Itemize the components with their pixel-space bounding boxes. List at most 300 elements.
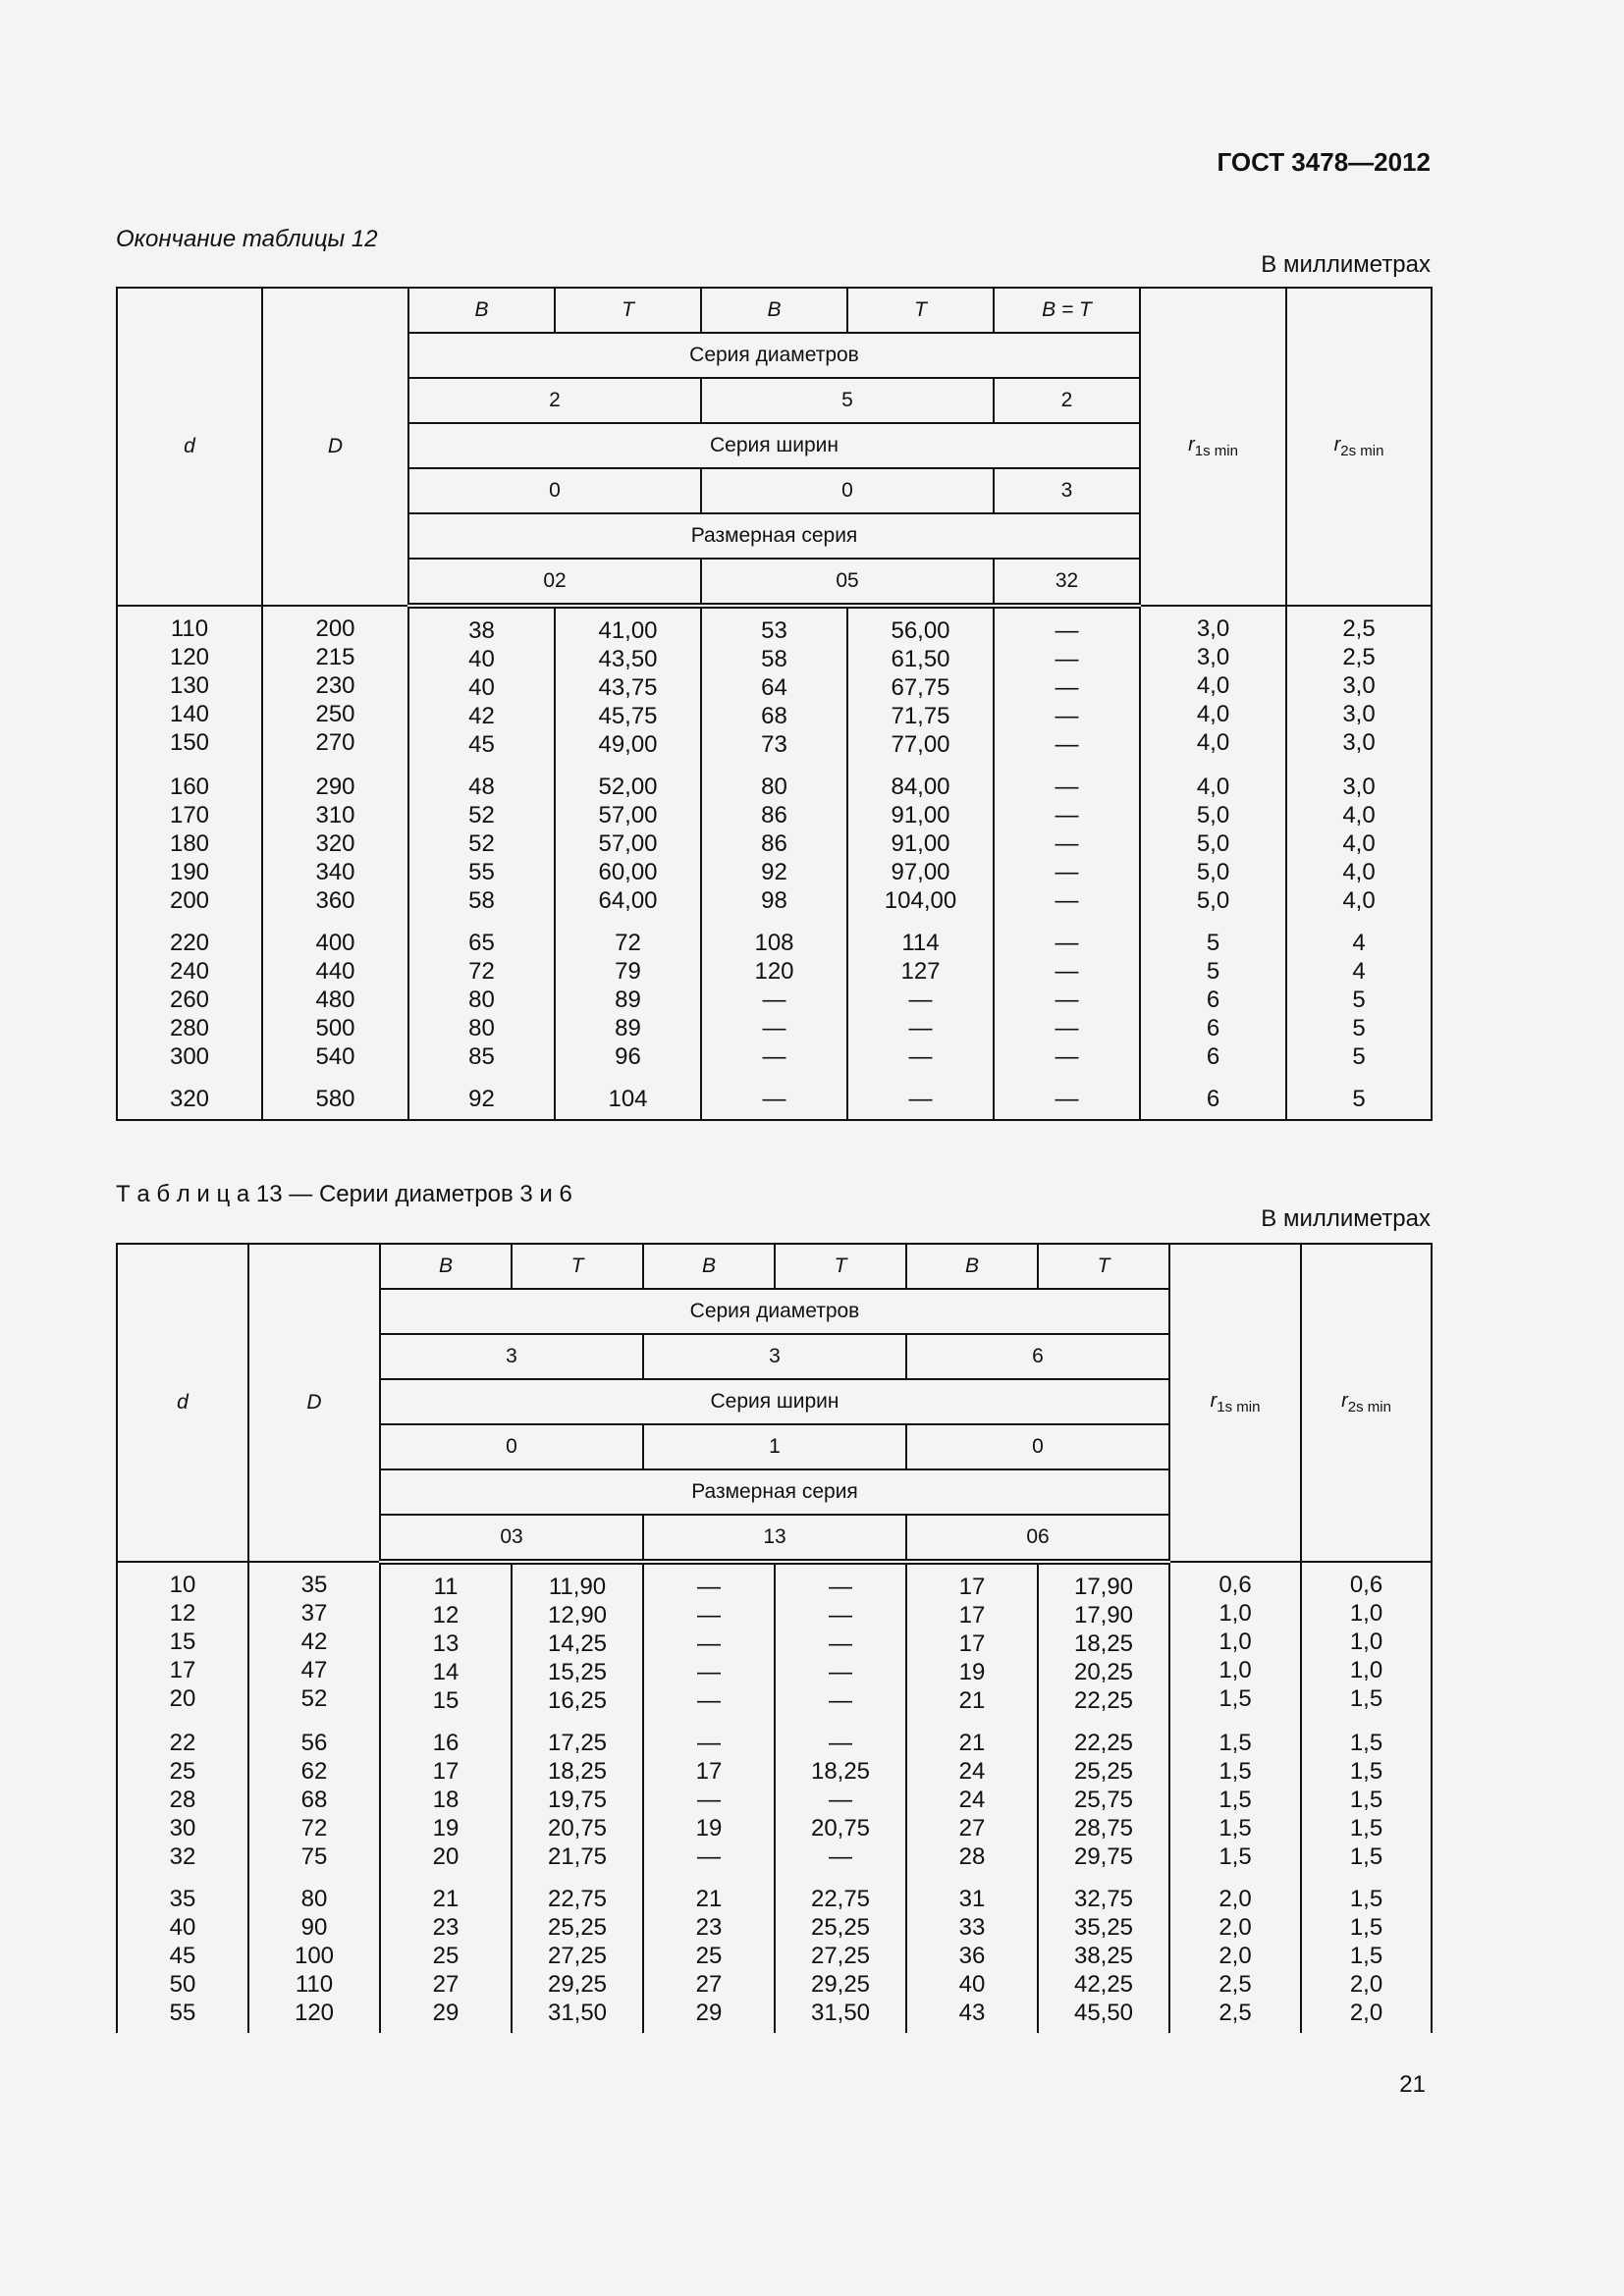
cell-value: 10: [169, 1572, 196, 1598]
col-B13-header: B: [643, 1244, 775, 1289]
cell-value: —: [908, 1015, 933, 1041]
cell-value: 1,5: [1218, 1787, 1252, 1813]
col-r2-header: $r_{2s min}$: [1301, 1244, 1432, 1562]
cell-value: —: [908, 1043, 933, 1070]
table-row: [117, 765, 1432, 921]
cell-value: 6: [1206, 987, 1220, 1013]
cell-value: 22: [169, 1730, 196, 1756]
cell-value: 1,5: [1218, 1815, 1252, 1842]
cell-value: 12,90: [547, 1602, 608, 1629]
cell-value: 200: [315, 615, 355, 642]
table-row: [117, 921, 1432, 1077]
cell-T13: [775, 1562, 906, 1721]
cell-value: 24: [958, 1758, 986, 1785]
cell-value: 2,5: [1218, 1971, 1252, 1998]
cell-value: —: [908, 987, 933, 1013]
cell-value: 89: [615, 1015, 641, 1041]
cell-value: 50: [169, 1971, 196, 1998]
cell-value: 5: [1352, 1015, 1366, 1041]
cell-value: 17,90: [1073, 1602, 1134, 1629]
cell-value: —: [829, 1602, 852, 1629]
cell-value: 27: [695, 1971, 723, 1998]
cell-value: 2,5: [1218, 2000, 1252, 2026]
col-BT32-header: B = T: [994, 288, 1140, 333]
col-B03-header: B: [380, 1244, 512, 1289]
cell-B02: [408, 921, 555, 1077]
cell-value: 25,75: [1073, 1787, 1134, 1813]
cell-value: 190: [169, 859, 210, 885]
cell-r1: [1140, 606, 1286, 765]
col-D-header: D: [248, 1244, 380, 1562]
col-B06-header: B: [906, 1244, 1038, 1289]
cell-value: —: [1055, 1043, 1079, 1070]
cell-value: 31,50: [810, 2000, 871, 2026]
diameter-series-label: Серия диаметров: [380, 1289, 1169, 1334]
dimension-series-value: 06: [906, 1515, 1169, 1562]
cell-value: 2,0: [1349, 1971, 1383, 1998]
cell-value: 72: [468, 958, 495, 985]
cell-value: 11: [433, 1574, 459, 1600]
cell-T13: [775, 1877, 906, 2033]
row-group: [117, 921, 1432, 1077]
cell-value: 25,25: [1073, 1758, 1134, 1785]
cell-value: 127: [900, 958, 941, 985]
cell-value: 1,0: [1349, 1657, 1383, 1683]
cell-value: 23: [432, 1914, 460, 1941]
cell-T06: [1038, 1721, 1169, 1877]
cell-value: 20,75: [810, 1815, 871, 1842]
width-series-value: 0: [408, 468, 701, 513]
cell-B03: [380, 1877, 512, 2033]
cell-value: 52: [300, 1685, 328, 1712]
cell-value: —: [829, 1659, 852, 1685]
cell-value: 45,50: [1073, 2000, 1134, 2026]
cell-value: 5: [1352, 1043, 1366, 1070]
cell-value: 68: [300, 1787, 328, 1813]
cell-B05: [701, 921, 847, 1077]
cell-value: 67,75: [891, 674, 950, 701]
cell-B02: [408, 1077, 555, 1120]
cell-value: 40: [958, 1971, 986, 1998]
cell-T05: [847, 1077, 994, 1120]
cell-value: —: [1055, 987, 1079, 1013]
cell-r2: [1301, 1877, 1432, 2033]
dimension-series-label: Размерная серия: [380, 1469, 1169, 1515]
cell-value: —: [908, 1086, 933, 1112]
cell-value: 68: [761, 703, 787, 729]
cell-value: 19: [695, 1815, 723, 1842]
cell-value: 57,00: [598, 802, 658, 828]
cell-value: 35,25: [1073, 1914, 1134, 1941]
cell-T03: [512, 1721, 643, 1877]
cell-value: 22,25: [1073, 1687, 1134, 1714]
cell-value: 14: [432, 1659, 460, 1685]
cell-value: —: [829, 1574, 852, 1600]
cell-value: 6: [1206, 1086, 1220, 1112]
col-d-header: d: [117, 1244, 248, 1562]
table-12: [116, 287, 1433, 1121]
cell-B06: [906, 1721, 1038, 1877]
cell-value: 17,90: [1073, 1574, 1134, 1600]
cell-value: 45,75: [598, 703, 658, 729]
cell-value: 22,25: [1073, 1730, 1134, 1756]
dimension-series-value: 02: [408, 559, 701, 606]
width-series-value: 0: [906, 1424, 1169, 1469]
col-r1-header: $r_{1s min}$: [1140, 288, 1286, 606]
cell-value: 4,0: [1342, 830, 1376, 857]
cell-value: 0,6: [1218, 1572, 1252, 1598]
cell-value: 19: [432, 1815, 460, 1842]
cell-value: 180: [169, 830, 210, 857]
cell-value: 6: [1206, 1015, 1220, 1041]
standard-number: ГОСТ 3478—2012: [1217, 147, 1431, 177]
cell-value: 4,0: [1196, 729, 1230, 756]
cell-value: 4,0: [1342, 802, 1376, 828]
cell-value: 114: [901, 930, 940, 956]
col-B05-header: B: [701, 288, 847, 333]
cell-value: 150: [169, 729, 210, 756]
cell-d: [117, 1721, 248, 1877]
cell-D: [262, 765, 408, 921]
cell-value: 20: [432, 1843, 460, 1870]
cell-value: 2,5: [1342, 615, 1376, 642]
cell-value: 98: [761, 887, 787, 914]
cell-value: 1,5: [1349, 1787, 1383, 1813]
cell-value: 5: [1206, 930, 1220, 956]
table-13: [116, 1243, 1433, 2033]
cell-T05: [847, 921, 994, 1077]
cell-value: 75: [300, 1843, 328, 1870]
cell-value: 25: [695, 1943, 723, 1969]
cell-value: 40: [468, 646, 495, 672]
diameter-series-value: 6: [906, 1334, 1169, 1379]
width-series-value: 0: [380, 1424, 643, 1469]
cell-value: 3,0: [1342, 701, 1376, 727]
cell-value: 20: [169, 1685, 196, 1712]
page-number: 21: [1399, 2071, 1426, 2098]
cell-value: 49,00: [598, 731, 658, 758]
cell-value: 97,00: [891, 859, 950, 885]
cell-r2: [1286, 921, 1432, 1077]
cell-value: 0,6: [1349, 1572, 1383, 1598]
cell-r1: [1169, 1721, 1301, 1877]
cell-value: 45: [169, 1943, 196, 1969]
cell-value: 14,25: [547, 1630, 608, 1657]
cell-r2: [1286, 765, 1432, 921]
cell-r1: [1140, 765, 1286, 921]
cell-value: 16,25: [547, 1687, 608, 1714]
cell-value: —: [762, 1043, 786, 1070]
cell-value: 31: [958, 1886, 986, 1912]
cell-value: 160: [169, 774, 210, 800]
cell-value: 33: [958, 1914, 986, 1941]
cell-value: 29: [695, 2000, 723, 2026]
cell-BT32: [994, 606, 1140, 765]
cell-value: 29,75: [1073, 1843, 1134, 1870]
row-group: [117, 765, 1432, 921]
cell-value: 340: [315, 859, 355, 885]
cell-T13: [775, 1721, 906, 1877]
cell-value: —: [697, 1730, 721, 1756]
cell-value: 35: [169, 1886, 196, 1912]
cell-value: 580: [315, 1086, 355, 1112]
cell-value: 250: [315, 701, 355, 727]
cell-B03: [380, 1721, 512, 1877]
col-B02-header: B: [408, 288, 555, 333]
cell-value: 5: [1352, 987, 1366, 1013]
cell-value: 5,0: [1196, 802, 1230, 828]
cell-B03: [380, 1562, 512, 1721]
cell-value: 21: [432, 1886, 460, 1912]
cell-value: —: [1055, 617, 1079, 644]
cell-value: 61,50: [891, 646, 950, 672]
cell-value: 17: [958, 1574, 986, 1600]
cell-B13: [643, 1877, 775, 2033]
cell-value: 43,75: [598, 674, 658, 701]
cell-D: [248, 1562, 380, 1721]
cell-value: 1,5: [1349, 1886, 1383, 1912]
diameter-series-value: 2: [408, 378, 701, 423]
table-row: [117, 1721, 1432, 1877]
cell-value: 80: [468, 987, 495, 1013]
table-row: [117, 1562, 1432, 1721]
cell-value: 36: [958, 1943, 986, 1969]
cell-value: 21,75: [547, 1843, 608, 1870]
dimension-series-value: 05: [701, 559, 994, 606]
cell-value: 12: [432, 1602, 460, 1629]
cell-value: 17: [169, 1657, 196, 1683]
cell-value: 62: [300, 1758, 328, 1785]
cell-value: 2,0: [1218, 1943, 1252, 1969]
cell-value: 86: [761, 802, 787, 828]
cell-value: 57,00: [598, 830, 658, 857]
cell-value: 280: [169, 1015, 210, 1041]
cell-T05: [847, 606, 994, 765]
cell-value: —: [829, 1687, 852, 1714]
cell-value: 30: [169, 1815, 196, 1842]
cell-value: 28,75: [1073, 1815, 1134, 1842]
cell-value: —: [1055, 703, 1079, 729]
cell-value: 400: [315, 930, 355, 956]
cell-value: —: [1055, 646, 1079, 672]
cell-value: 25,25: [547, 1914, 608, 1941]
width-series-label: Серия ширин: [408, 423, 1140, 468]
cell-value: 170: [169, 802, 210, 828]
cell-r1: [1140, 1077, 1286, 1120]
cell-value: 18: [432, 1787, 460, 1813]
cell-value: 28: [958, 1843, 986, 1870]
cell-value: 92: [761, 859, 787, 885]
cell-value: 320: [315, 830, 355, 857]
cell-value: 29,25: [810, 1971, 871, 1998]
cell-value: 38,25: [1073, 1943, 1134, 1969]
cell-value: —: [1055, 1086, 1079, 1112]
cell-value: 40: [468, 674, 495, 701]
cell-value: 24: [958, 1787, 986, 1813]
cell-value: 540: [315, 1043, 355, 1070]
cell-B06: [906, 1877, 1038, 2033]
cell-value: 55: [468, 859, 495, 885]
table12-caption: Окончание таблицы 12: [116, 226, 378, 252]
cell-d: [117, 1877, 248, 2033]
cell-value: 1,0: [1218, 1600, 1252, 1627]
cell-value: 240: [169, 958, 210, 985]
cell-value: 4,0: [1196, 672, 1230, 699]
cell-value: —: [1055, 674, 1079, 701]
col-T13-header: T: [775, 1244, 906, 1289]
cell-value: 4: [1352, 958, 1366, 985]
width-series-value: 1: [643, 1424, 906, 1469]
cell-value: 2,0: [1349, 2000, 1383, 2026]
cell-BT32: [994, 1077, 1140, 1120]
cell-value: 27,25: [810, 1943, 871, 1969]
row-group: [117, 1077, 1432, 1120]
col-D-header: D: [262, 288, 408, 606]
cell-value: 1,5: [1349, 1914, 1383, 1941]
cell-value: 73: [761, 731, 787, 758]
cell-value: 2,0: [1218, 1886, 1252, 1912]
cell-D: [262, 921, 408, 1077]
cell-value: 140: [169, 701, 210, 727]
cell-value: 4,0: [1196, 701, 1230, 727]
cell-B13: [643, 1721, 775, 1877]
cell-value: 230: [315, 672, 355, 699]
cell-T02: [555, 921, 701, 1077]
cell-value: 52: [468, 802, 495, 828]
cell-value: —: [697, 1602, 721, 1629]
width-series-value: 3: [994, 468, 1140, 513]
cell-B02: [408, 606, 555, 765]
cell-value: 35: [300, 1572, 328, 1598]
cell-value: 65: [468, 930, 495, 956]
cell-value: 42: [300, 1629, 328, 1655]
cell-value: —: [762, 1015, 786, 1041]
cell-value: 23: [695, 1914, 723, 1941]
cell-value: 110: [295, 1971, 334, 1998]
cell-value: 440: [315, 958, 355, 985]
cell-value: 86: [761, 830, 787, 857]
cell-T06: [1038, 1562, 1169, 1721]
cell-value: 480: [315, 987, 355, 1013]
cell-value: —: [762, 1086, 786, 1112]
cell-value: 1,5: [1349, 1815, 1383, 1842]
cell-r2: [1286, 1077, 1432, 1120]
cell-value: 29: [432, 2000, 460, 2026]
cell-value: —: [829, 1787, 852, 1813]
cell-r1: [1169, 1562, 1301, 1721]
cell-value: 104: [608, 1086, 648, 1112]
cell-D: [262, 1077, 408, 1120]
cell-d: [117, 1077, 262, 1120]
cell-value: 108: [754, 930, 794, 956]
cell-value: 79: [615, 958, 641, 985]
cell-value: 80: [468, 1015, 495, 1041]
cell-value: 5,0: [1196, 830, 1230, 857]
cell-value: 25: [432, 1943, 460, 1969]
cell-value: 92: [468, 1086, 495, 1112]
cell-value: 1,5: [1349, 1943, 1383, 1969]
cell-value: 43: [958, 2000, 986, 2026]
cell-value: —: [697, 1630, 721, 1657]
cell-value: 40: [169, 1914, 196, 1941]
cell-value: 17,25: [547, 1730, 608, 1756]
cell-value: 120: [169, 644, 210, 670]
cell-value: 1,5: [1218, 1843, 1252, 1870]
col-T02-header: T: [555, 288, 701, 333]
cell-value: 500: [315, 1015, 355, 1041]
cell-B06: [906, 1562, 1038, 1721]
cell-value: 42: [468, 703, 495, 729]
cell-value: 300: [169, 1043, 210, 1070]
cell-value: 56,00: [891, 617, 950, 644]
cell-value: 15: [432, 1687, 460, 1714]
row-group: [117, 1721, 1432, 1877]
cell-value: 21: [958, 1687, 986, 1714]
cell-value: —: [1055, 859, 1079, 885]
cell-value: 5: [1206, 958, 1220, 985]
cell-value: 21: [958, 1730, 986, 1756]
cell-value: 27: [432, 1971, 460, 1998]
cell-value: 17: [695, 1758, 723, 1785]
cell-value: 5: [1352, 1086, 1366, 1112]
cell-value: 71,75: [891, 703, 950, 729]
cell-value: 4,0: [1342, 859, 1376, 885]
cell-T03: [512, 1877, 643, 2033]
cell-value: 200: [169, 887, 210, 914]
cell-value: 17: [958, 1630, 986, 1657]
row-group: [117, 1562, 1432, 1721]
cell-value: —: [1055, 731, 1079, 758]
cell-value: 120: [294, 2000, 335, 2026]
table13-units: В миллиметрах: [1261, 1205, 1431, 1232]
cell-value: 55: [169, 2000, 196, 2026]
cell-value: 1,5: [1349, 1685, 1383, 1712]
cell-value: —: [1055, 1015, 1079, 1041]
cell-value: —: [697, 1787, 721, 1813]
cell-value: 6: [1206, 1043, 1220, 1070]
cell-value: 1,5: [1218, 1758, 1252, 1785]
row-group: [117, 1877, 1432, 2033]
cell-value: 104,00: [884, 887, 957, 914]
cell-d: [117, 1562, 248, 1721]
cell-B02: [408, 765, 555, 921]
dimension-series-value: 03: [380, 1515, 643, 1562]
cell-value: 29,25: [547, 1971, 608, 1998]
cell-value: —: [1055, 802, 1079, 828]
cell-value: 52,00: [598, 774, 658, 800]
cell-value: 19,75: [547, 1787, 608, 1813]
cell-D: [248, 1877, 380, 2033]
cell-value: 77,00: [891, 731, 950, 758]
cell-value: —: [1055, 774, 1079, 800]
cell-value: 42,25: [1073, 1971, 1134, 1998]
table-row: [117, 606, 1432, 765]
cell-value: 17: [432, 1758, 460, 1785]
cell-value: 11,90: [548, 1574, 607, 1600]
cell-value: 37: [300, 1600, 328, 1627]
cell-value: 1,5: [1349, 1758, 1383, 1785]
cell-value: 80: [300, 1886, 328, 1912]
cell-value: 1,5: [1218, 1730, 1252, 1756]
cell-value: —: [829, 1730, 852, 1756]
cell-value: 41,00: [598, 617, 658, 644]
cell-value: 48: [468, 774, 495, 800]
cell-value: 220: [169, 930, 210, 956]
cell-r1: [1140, 921, 1286, 1077]
cell-value: 4: [1352, 930, 1366, 956]
cell-value: 12: [169, 1600, 196, 1627]
cell-value: 3,0: [1342, 729, 1376, 756]
